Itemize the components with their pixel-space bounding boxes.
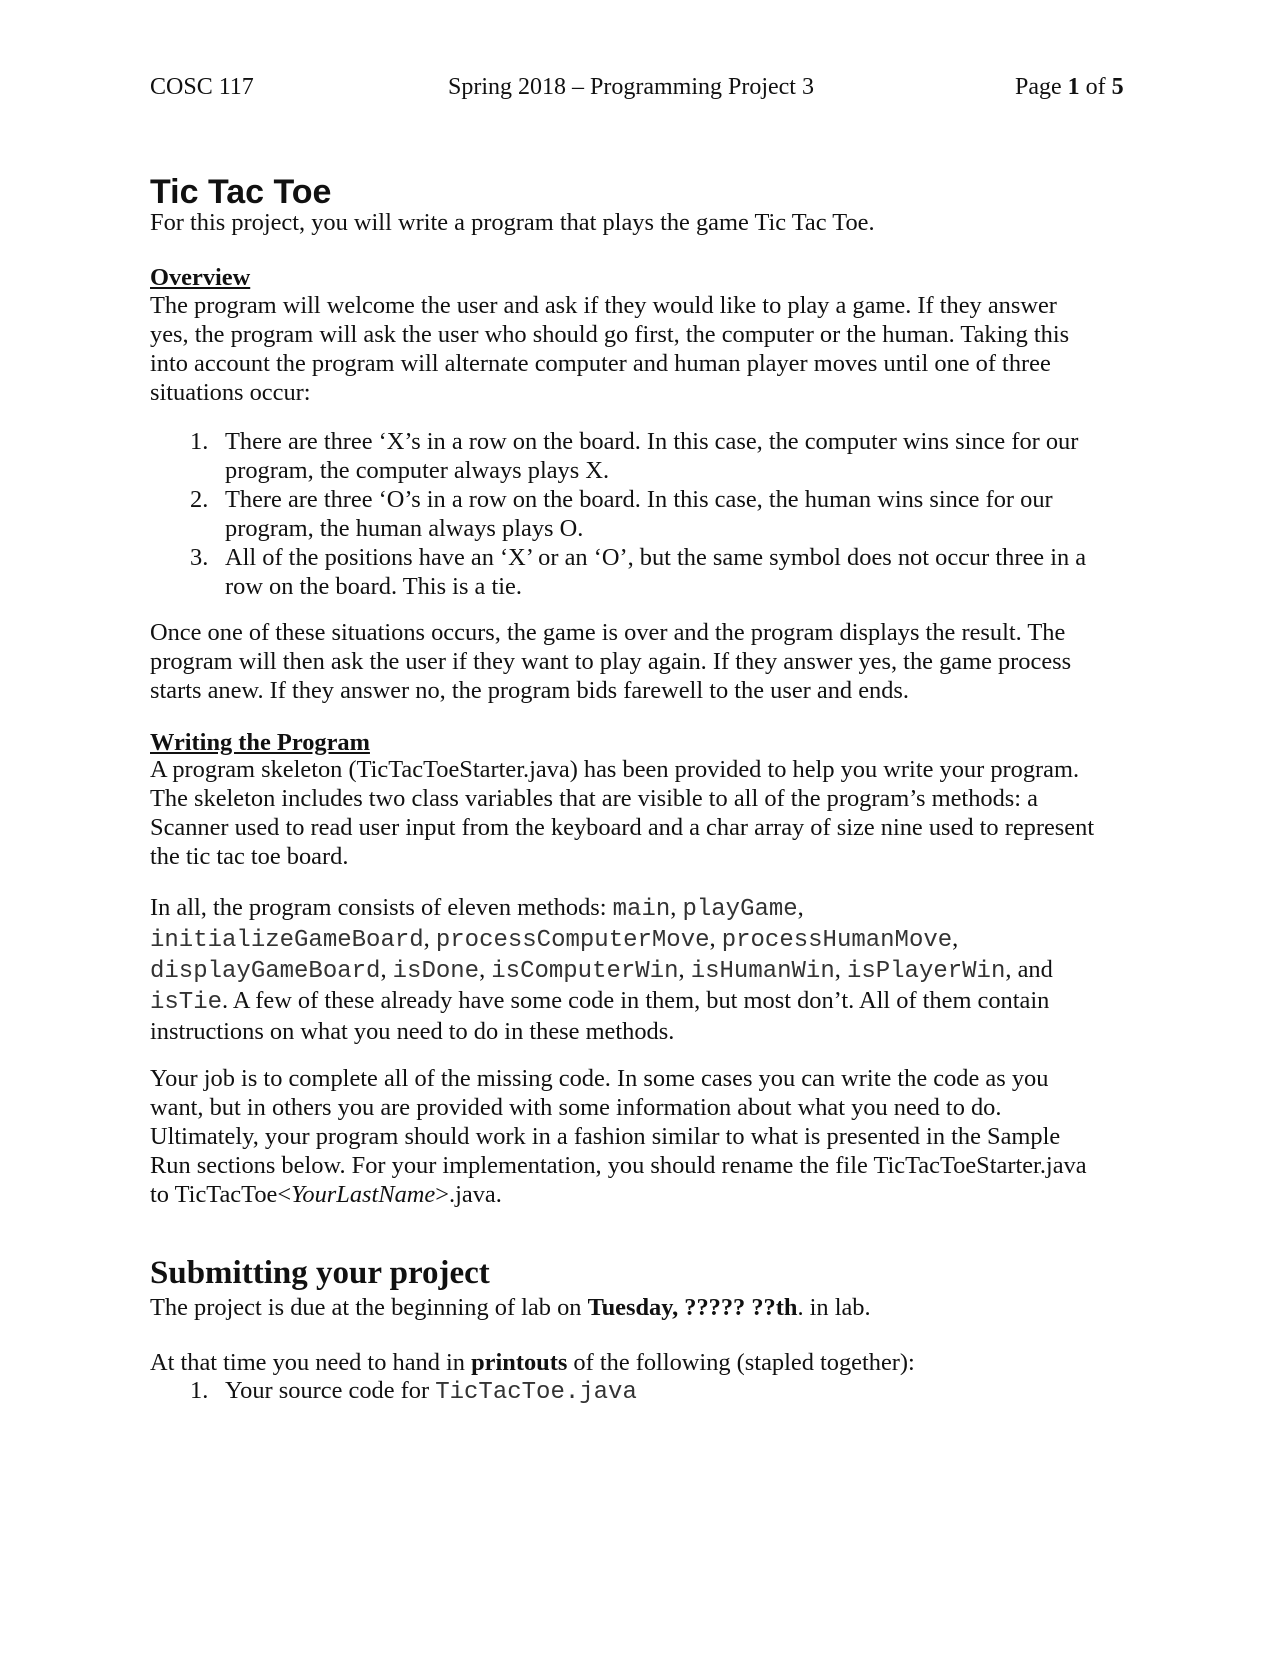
writing-line: Scanner used to read user input from the keyboard and a char array of size nine used to represent xyxy=(150,814,1095,841)
rename-prefix: to TicTacToe< xyxy=(150,1181,292,1208)
methods-intro: In all, the program consists of eleven methods: xyxy=(150,894,613,921)
writing-line: The skeleton includes two class variables that are visible to all of the program’s methods: a xyxy=(150,785,1038,812)
method-name: initializeGameBoard xyxy=(150,927,424,954)
job-paragraph xyxy=(150,1064,1140,1209)
list-item-line: There are three ‘X’s in a row on the board. In this case, the computer wins since for our xyxy=(225,428,1079,455)
header-page-number xyxy=(1015,72,1124,102)
situations-list xyxy=(150,427,1140,601)
overview-line: The program will welcome the user and ask if they would like to play a game. If they answer xyxy=(150,292,1057,319)
handin-text xyxy=(150,1348,1140,1377)
outcome-line: starts anew. If they answer no, the program bids farewell to the user and ends. xyxy=(150,677,910,704)
methods-line: instructions on what you need to do in these methods. xyxy=(150,1018,675,1045)
header-of-word: of xyxy=(1085,74,1106,100)
hand-suffix: of the following (stapled together): xyxy=(567,1349,915,1376)
methods-paragraph xyxy=(150,893,1140,1046)
source-file-name: TicTacToe.java xyxy=(435,1379,637,1406)
writing-heading: Writing the Program xyxy=(150,729,370,756)
outcome-paragraph xyxy=(150,618,1140,705)
hand-prefix: At that time you need to hand in xyxy=(150,1349,472,1376)
methods-line: displayGameBoard, isDone, isComputerWin, isHumanWin, isPlayerWin, and xyxy=(150,956,1053,985)
list-number: 1. xyxy=(190,428,209,455)
list-number: 3. xyxy=(190,544,209,571)
header-page-word: Page xyxy=(1015,74,1062,100)
rename-suffix: >.java. xyxy=(435,1181,502,1208)
method-name: playGame xyxy=(682,896,798,923)
outcome-line: program will then ask the user if they want to play again. If they answer yes, the game process xyxy=(150,648,1072,675)
due-suffix: . in lab. xyxy=(797,1294,871,1321)
due-date: Tuesday, ????? ??th xyxy=(587,1294,798,1321)
methods-line: isTie. A few of these already have some code in them, but most don’t. All of them contain xyxy=(150,987,1050,1016)
and-word: and xyxy=(1017,956,1053,983)
overview-line: yes, the program will ask the user who should go first, the computer or the human. Taking this xyxy=(150,321,1070,348)
list-item xyxy=(150,427,1140,485)
list-number: 1. xyxy=(190,1377,209,1404)
submitting-heading: Submitting your project xyxy=(150,1255,490,1291)
methods-after: A few of these already have some code in them, but most don’t. All of them contain xyxy=(228,987,1050,1014)
writing-paragraph xyxy=(150,755,1140,871)
overview-paragraph xyxy=(150,291,1140,407)
method-name: isTie xyxy=(150,989,223,1016)
rename-italic: YourLastName xyxy=(291,1181,436,1208)
page-title: Tic Tac Toe xyxy=(150,173,332,211)
method-name: displayGameBoard xyxy=(150,958,381,985)
method-name: processHumanMove xyxy=(721,927,953,954)
outcome-line: Once one of these situations occurs, the game is over and the program displays the result. The xyxy=(150,619,1066,646)
method-name: isHumanWin xyxy=(690,958,835,985)
method-name: processComputerMove xyxy=(435,927,710,954)
header-page-total: 5 xyxy=(1111,74,1124,100)
list-item xyxy=(150,485,1140,543)
method-name: isComputerWin xyxy=(491,958,679,985)
writing-line: the tic tac toe board. xyxy=(150,843,349,870)
list-item xyxy=(150,543,1140,601)
job-line: want, but in others you are provided with some information about what you need to do. xyxy=(150,1094,1002,1121)
overview-line: into account the program will alternate computer and human player moves until one of three xyxy=(150,350,1051,377)
list-item xyxy=(150,1376,1140,1407)
writing-line: A program skeleton (TicTacToeStarter.java) has been provided to help you write your program. xyxy=(150,756,1080,783)
due-text xyxy=(150,1293,1140,1322)
due-prefix: The project is due at the beginning of lab on xyxy=(150,1294,588,1321)
list-item-line: All of the positions have an ‘X’ or an ‘O’, but the same symbol does not occur three in a xyxy=(225,544,1087,571)
intro-text: For this project, you will write a program that plays the game Tic Tac Toe. xyxy=(150,209,875,236)
handin-list xyxy=(150,1376,1140,1407)
list-item-line: program, the human always plays O. xyxy=(225,515,584,542)
header-course: COSC 117 xyxy=(150,74,254,100)
job-line xyxy=(150,1180,1140,1209)
overview-heading: Overview xyxy=(150,264,251,291)
methods-line: In all, the program consists of eleven methods: main, playGame, xyxy=(150,894,804,923)
method-name: isDone xyxy=(392,958,480,985)
list-item-line: There are three ‘O’s in a row on the board. In this case, the human wins since for our xyxy=(225,486,1053,513)
job-line: Your job is to complete all of the missing code. In some cases you can write the code as you xyxy=(150,1065,1049,1092)
list-item-text: Your source code for xyxy=(225,1377,436,1404)
methods-line: initializeGameBoard, processComputerMove, processHumanMove, xyxy=(150,925,959,954)
list-number: 2. xyxy=(190,486,209,513)
header-page-num: 1 xyxy=(1067,74,1080,100)
overview-line: situations occur: xyxy=(150,379,311,406)
method-name: isPlayerWin xyxy=(846,958,1006,985)
hand-bold: printouts xyxy=(471,1349,568,1376)
job-line: Run sections below. For your implementation, you should rename the file TicTacToeStarter.java xyxy=(150,1152,1087,1179)
header-term-title: Spring 2018 – Programming Project 3 xyxy=(448,74,814,100)
method-name: main xyxy=(612,896,671,923)
job-line: Ultimately, your program should work in a fashion similar to what is presented in the Sample xyxy=(150,1123,1061,1150)
list-item-line: row on the board. This is a tie. xyxy=(225,573,522,600)
list-item-line: program, the computer always plays X. xyxy=(225,457,610,484)
